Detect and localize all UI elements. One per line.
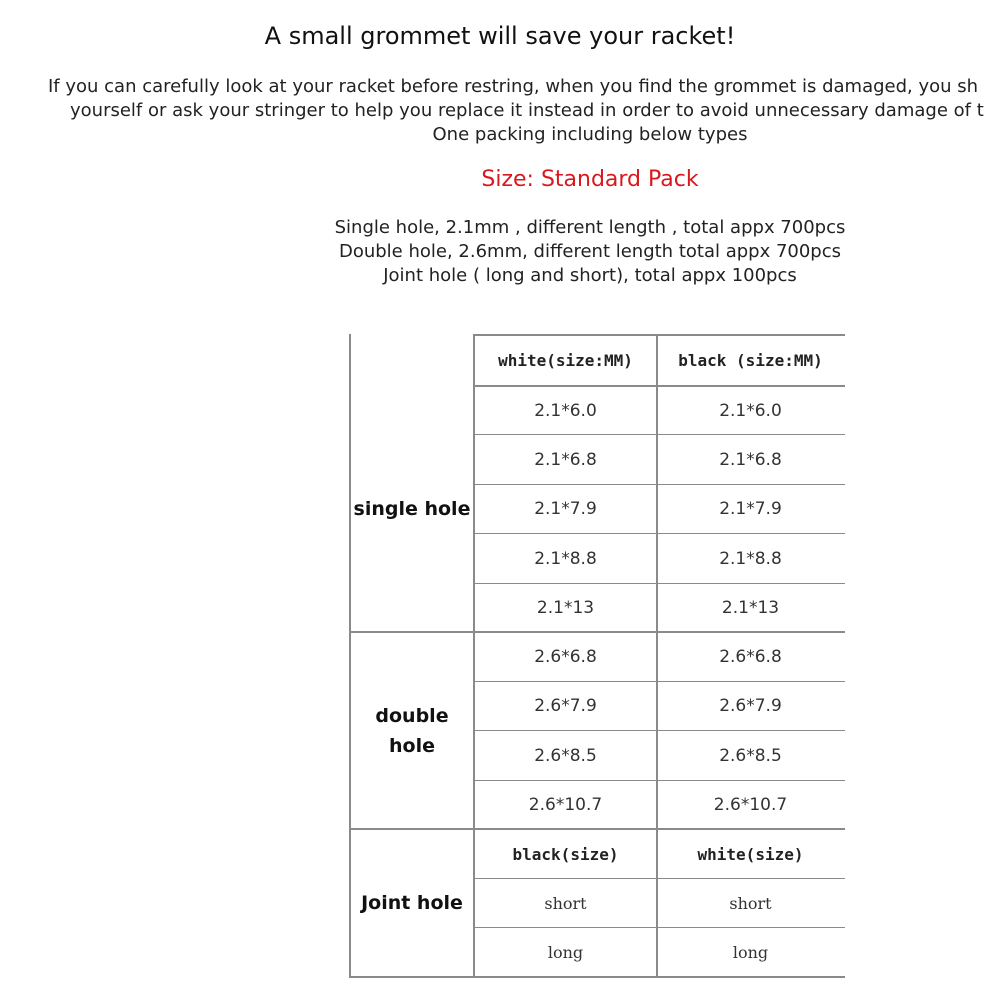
grommet-size-table — [349, 334, 845, 978]
spec-single-hole: Single hole, 2.1mm , different length , total appx 700pcs — [334, 217, 846, 238]
cell-white-size: 2.1*8.8 — [534, 548, 597, 569]
intro-line-1: If you can carefully look at your racket before restring, when you find the grommet is damaged, you sh — [48, 76, 979, 97]
cell-white-joint: short — [729, 893, 772, 913]
group-label-double-hole — [351, 633, 473, 828]
cell-black-size: 2.1*13 — [721, 597, 780, 618]
cell-white-size: 2.6*6.8 — [534, 647, 597, 667]
cell-black-size: 2.6*10.7 — [713, 794, 788, 815]
group-label-joint-hole: Joint hole — [361, 892, 463, 914]
cell-black-size: 2.1*8.8 — [719, 548, 782, 569]
spec-joint-hole: Joint hole ( long and short), total appx 100pcs — [383, 265, 797, 286]
cell-black-size: 2.1*7.9 — [719, 499, 782, 519]
cell-white-size: 2.6*7.9 — [534, 696, 597, 716]
cell-black-size: 2.6*8.5 — [719, 745, 782, 766]
header-white-size: white(size:MM) — [498, 351, 633, 370]
table-border-bottom — [349, 976, 845, 978]
cell-white-size: 2.1*6.8 — [534, 449, 597, 470]
header-black-size-joint: black(size) — [512, 844, 619, 864]
cell-white-size: 2.6*8.5 — [534, 745, 597, 766]
cell-black-size: 2.1*6.0 — [719, 400, 782, 421]
intro-line-3: One packing including below types — [432, 124, 748, 145]
group-label-double-hole-line2: hole — [389, 734, 435, 757]
cell-white-size: 2.6*10.7 — [528, 794, 603, 815]
cell-white-joint: long — [732, 942, 769, 962]
cell-white-size: 2.1*13 — [536, 597, 595, 618]
intro-line-2: yourself or ask your stringer to help you replace it instead in order to avoid unnecessary damage of t — [70, 100, 984, 121]
page-title: A small grommet will save your racket! — [264, 22, 736, 50]
cell-black-joint: short — [544, 893, 587, 913]
cell-black-size: 2.1*6.8 — [719, 449, 782, 470]
size-standard-pack: Size: Standard Pack — [481, 167, 699, 192]
group-label-double-hole-line1: double — [375, 704, 449, 727]
cell-black-size: 2.6*6.8 — [719, 647, 782, 667]
cell-white-size: 2.1*7.9 — [534, 499, 597, 519]
cell-black-size: 2.6*7.9 — [719, 696, 782, 716]
header-white-size-joint: white(size) — [697, 844, 804, 864]
cell-white-size: 2.1*6.0 — [534, 400, 597, 421]
group-label-single-hole: single hole — [353, 498, 471, 520]
cell-black-joint: long — [547, 942, 584, 962]
header-black-size: black (size:MM) — [678, 351, 823, 370]
spec-double-hole: Double hole, 2.6mm, different length total appx 700pcs — [338, 241, 842, 262]
